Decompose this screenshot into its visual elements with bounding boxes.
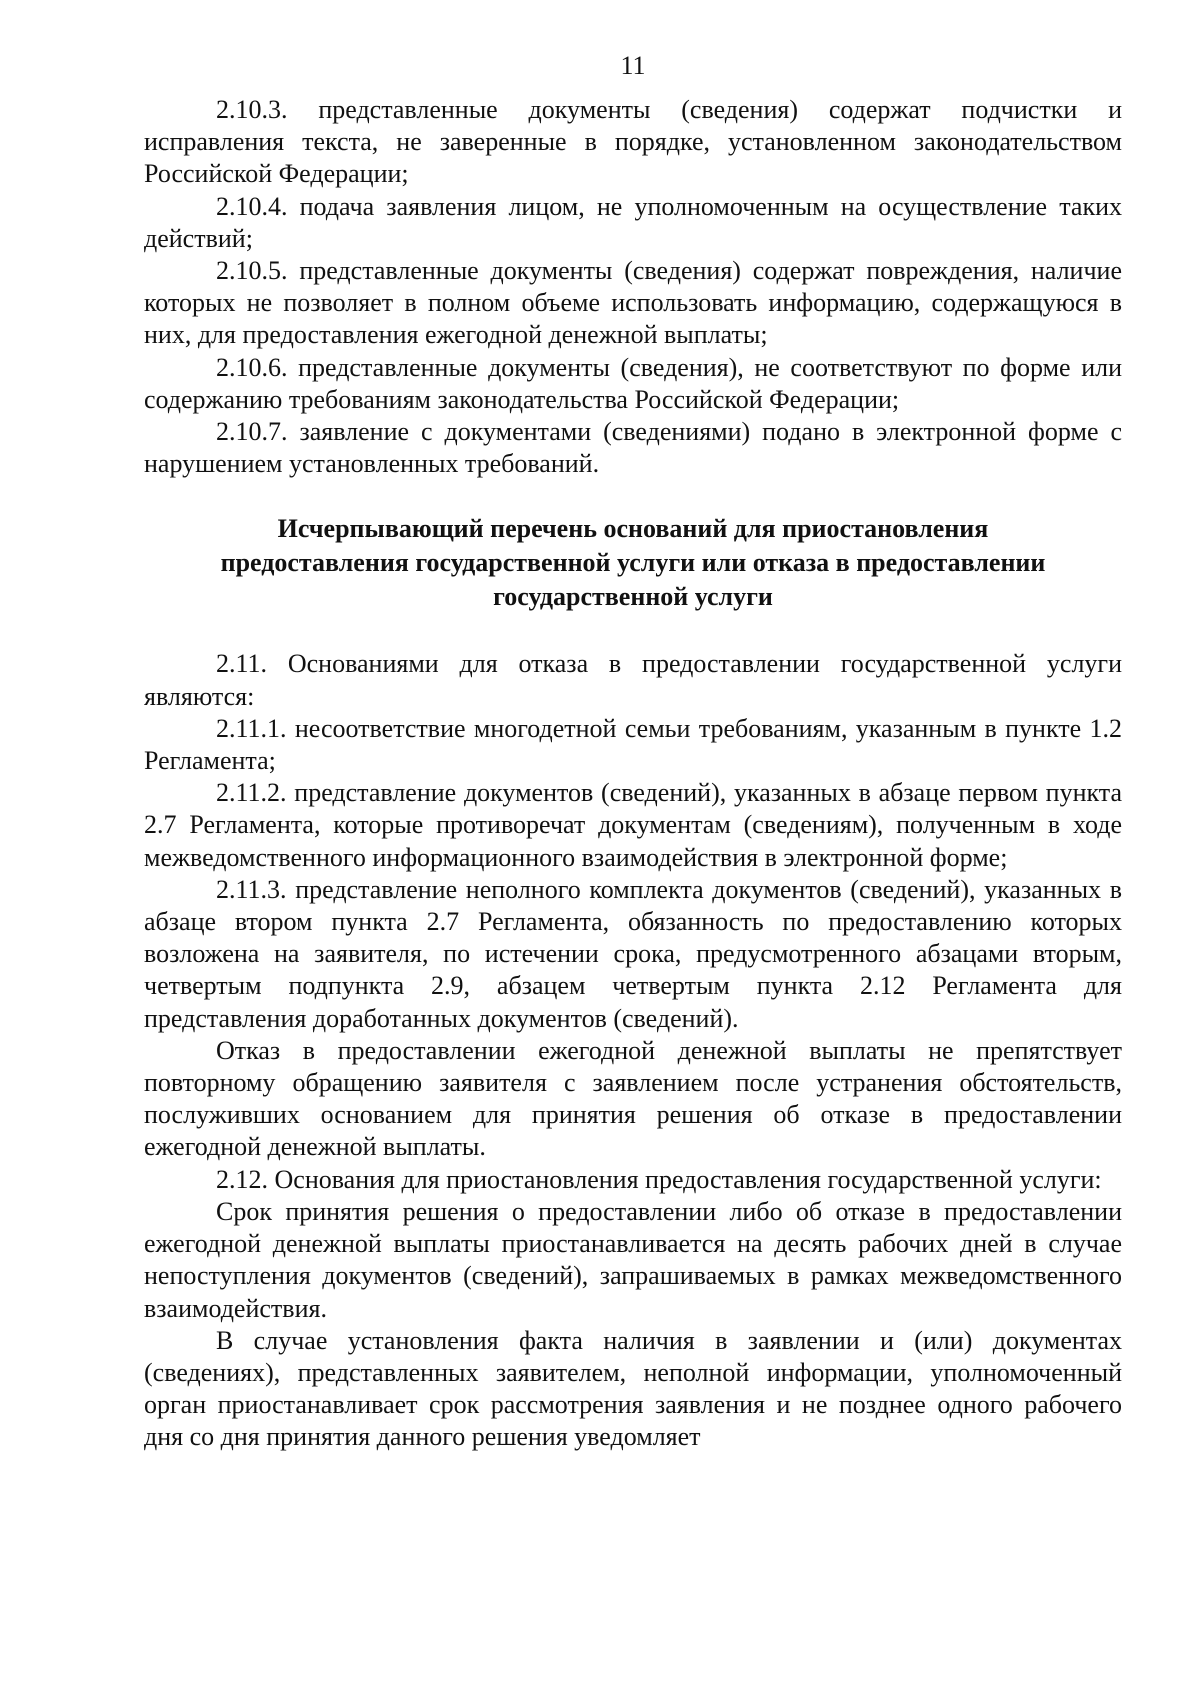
paragraph-suspension-term: Срок принятия решения о предоставлении либо об отказе в предоставлении ежегодной денежной выплаты приостанавливается на десять рабочих дней в случае непоступления документов (сведений), запрашиваемых в рамках межведомственного взаимодействия. [144,1196,1122,1323]
document-page [144,50,1122,1454]
section-heading-line: Исчерпывающий перечень оснований для приостановления [277,514,989,544]
paragraph-2-10-5: 2.10.5. представленные документы (сведения) содержат повреждения, наличие которых не позволяет в полном объеме использовать информацию, содержащуюся в них, для предоставления ежегодной денежной выплаты; [144,256,1122,350]
paragraph-incomplete-info: В случае установления факта наличия в заявлении и (или) документах (сведениях), представленных заявителем, неполной информации, уполномоченный орган приостанавливает срок рассмотрения заявления и не позднее одного рабочего дня со дня принятия данного решения уведомляет [144,1325,1122,1452]
paragraph-2-10-6: 2.10.6. представленные документы (сведения), не соответствуют по форме или содержанию требованиям законодательства Российской Федерации; [144,352,1122,414]
paragraph-2-10-7: 2.10.7. заявление с документами (сведениями) подано в электронной форме с нарушением установленных требований. [144,417,1122,479]
paragraph-2-11-1: 2.11.1. несоответствие многодетной семьи требованиям, указанным в пункте 1.2 Регламента; [144,713,1122,776]
paragraph-2-11: 2.11. Основаниями для отказа в предоставлении государственной услуги являются: [144,649,1122,711]
paragraph-2-12: 2.12. Основания для приостановления предоставления государственной услуги: [216,1164,1102,1194]
section-heading [164,512,1102,614]
section-heading-line: государственной услуги [493,582,773,612]
paragraph-2-11-3: 2.11.3. представление неполного комплекта документов (сведений), указанных в абзаце втором пункта 2.7 Регламента, обязанность по предоставлению которых возложена на заявителя, по истечении срока, предусмотренного абзацами вторым, четвертым подпункта 2.9, абзацем четвертым пункта 2.12 Регламента для представления доработанных документов (сведений). [144,874,1122,1033]
paragraph-2-10-3: 2.10.3. представленные документы (сведения) содержат подчистки и исправления текста, не заверенные в порядке, установленном законодательством Российской Федерации; [144,95,1122,189]
paragraph-2-11-2: 2.11.2. представление документов (сведений), указанных в абзаце первом пункта 2.7 Регламента, которые противоречат документам (сведениям), полученным в ходе межведомственного информационного взаимодействия в электронной форме; [144,778,1122,872]
page-number: 11 [620,51,646,80]
paragraph-2-10-4: 2.10.4. подача заявления лицом, не уполномоченным на осуществление таких действий; [144,191,1122,253]
section-heading-line: предоставления государственной услуги или отказа в предоставлении [220,548,1046,578]
paragraph-refusal-note: Отказ в предоставлении ежегодной денежной выплаты не препятствует повторному обращению заявителя с заявлением после устранения обстоятельств, послуживших основанием для принятия решения об отказе в предоставлении ежегодной денежной выплаты. [144,1035,1122,1162]
